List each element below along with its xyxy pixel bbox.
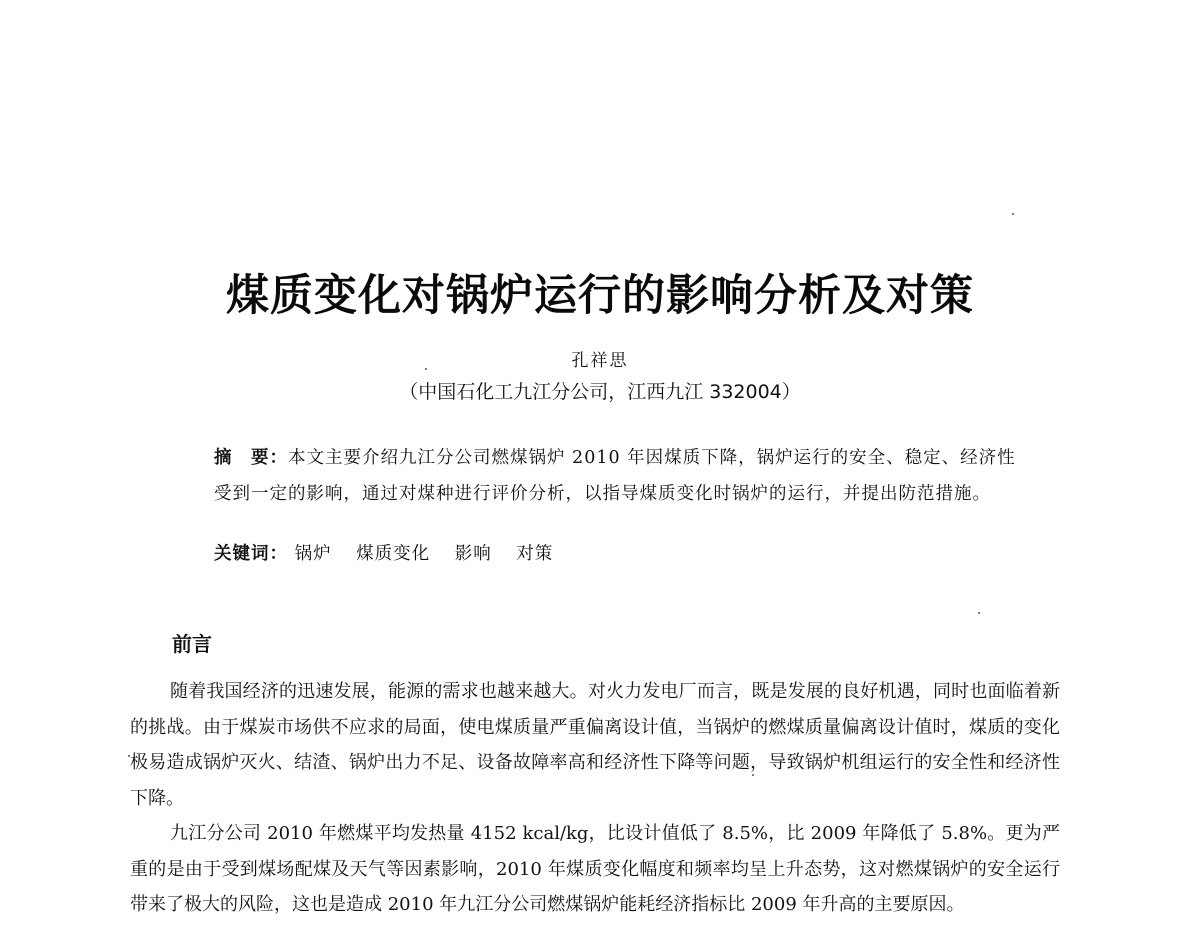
keywords-label: 关键词：: [214, 544, 288, 564]
keyword-item: 煤质变化: [356, 544, 431, 564]
abstract-label: 摘 要：: [214, 448, 288, 468]
scan-speck: [128, 755, 130, 757]
keyword-item: 锅炉: [294, 544, 332, 564]
abstract-text: 本文主要介绍九江分公司燃煤锅炉 2010 年因煤质下降，锅炉运行的安全、稳定、经济性受到一定的影响，通过对煤种进行评价分析，以指导煤质变化时锅炉的运行，并提出防范措施。: [214, 448, 1016, 504]
scan-speck: [752, 774, 754, 776]
keyword-item: 影响: [454, 544, 492, 564]
abstract-block: [170, 440, 1025, 512]
section-heading: 前言: [172, 632, 212, 656]
body-paragraph: 随着我国经济的迅速发展，能源的需求也越来越大。对火力发电厂而言，既是发展的良好机遇，同时也面临着新的挑战。由于煤炭市场供不应求的局面，使电煤质量严重偏离设计值，当锅炉的燃煤质量偏离设计值时，煤质的变化极易造成锅炉灭火、结渣、锅炉出力不足、设备故障率高和经济性下降等问题，导致锅炉机组运行的安全性和经济性下降。: [130, 681, 1060, 809]
scan-speck: [1012, 213, 1014, 215]
section-body: [130, 674, 1060, 923]
author-name: 孔祥思: [571, 351, 629, 371]
keyword-item: 对策: [516, 544, 554, 564]
scan-speck: [978, 612, 980, 614]
keywords-line: [214, 540, 571, 565]
author-affiliation: （中国石化工九江分公司，江西九江 332004）: [399, 381, 801, 403]
body-paragraph: 九江分公司 2010 年燃煤平均发热量 4152 kcal/kg，比设计值低了 8.5%，比 2009 年降低了 5.8%。更为严重的是由于受到煤场配煤及天气等因素影响，2010 年煤质变化幅度和频率均呈上升态势，这对燃煤锅炉的安全运行带来了极大的风险，这也是造成 2010 年九江分公司燃煤锅炉能耗经济指标比 2009 年升高的主要原因。: [130, 823, 1060, 915]
paper-title: 煤质变化对锅炉运行的影响分析及对策: [226, 271, 974, 321]
scan-speck: [425, 368, 427, 370]
